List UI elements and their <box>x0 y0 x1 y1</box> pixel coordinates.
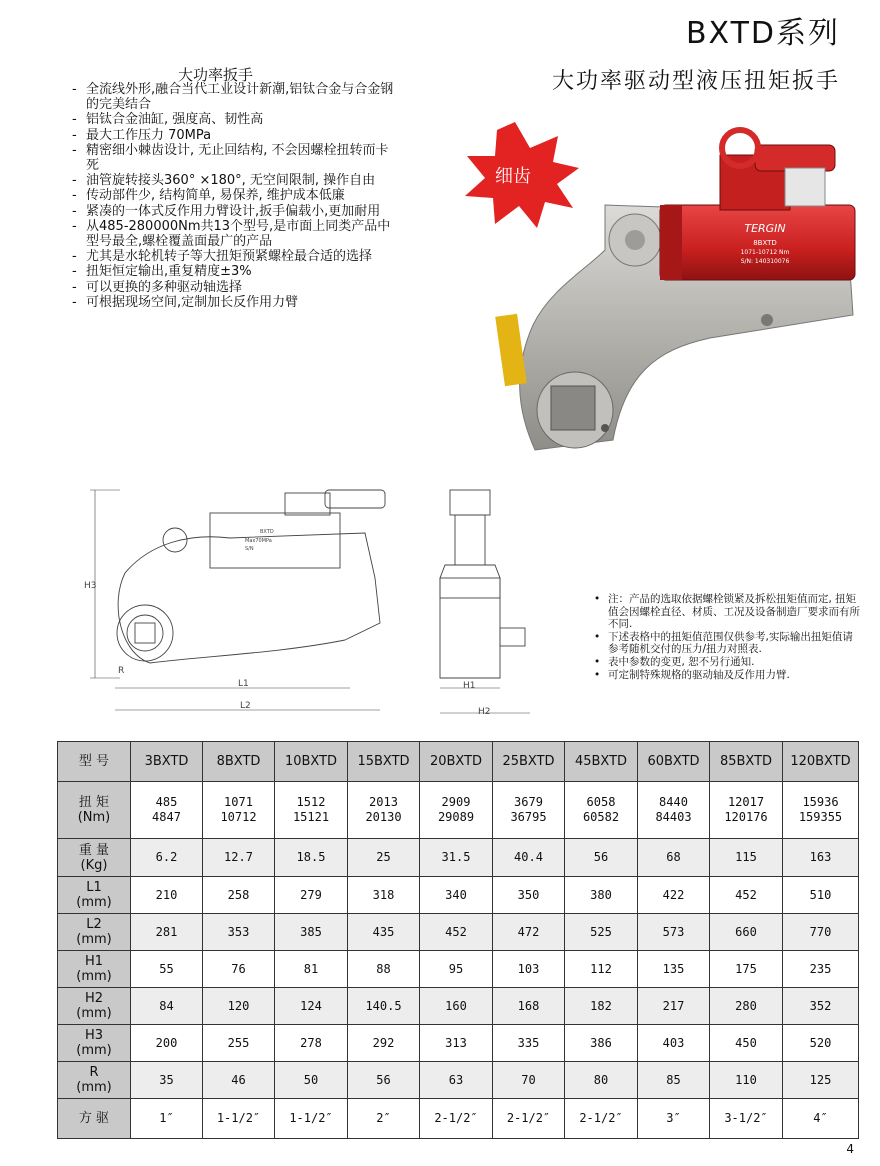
table-cell: 55 <box>131 951 203 988</box>
table-cell: 2013 20130 <box>348 782 420 839</box>
dimension-lines <box>90 490 380 710</box>
product-photo <box>455 110 875 470</box>
page-number: 4 <box>846 1142 854 1156</box>
model-cell: 120BXTD <box>783 742 859 782</box>
table-cell: 56 <box>348 1062 420 1099</box>
label-brand: TERGIN <box>744 222 786 235</box>
model-cell: 85BXTD <box>710 742 783 782</box>
table-cell: 63 <box>420 1062 493 1099</box>
header-label: 型 号 <box>58 742 131 782</box>
table-cell: 50 <box>275 1062 348 1099</box>
table-cell: 435 <box>348 914 420 951</box>
table-cell: 2-1/2″ <box>493 1099 565 1139</box>
table-cell: 292 <box>348 1025 420 1062</box>
table-cell: 386 <box>565 1025 638 1062</box>
feature-item: - 可以更换的多种驱动轴选择 <box>70 280 400 295</box>
table-cell: 163 <box>783 839 859 877</box>
note-item: • 表中参数的变更, 恕不另行通知. <box>590 656 860 669</box>
table-cell: 15936 159355 <box>783 782 859 839</box>
row-label: H3 (mm) <box>58 1025 131 1062</box>
label-range: 1071-10712 Nm <box>740 249 790 256</box>
table-cell: 175 <box>710 951 783 988</box>
dim-l2: L2 <box>240 701 251 711</box>
dim-r: R <box>118 666 125 676</box>
dimension-drawing <box>80 478 540 728</box>
table-cell: 56 <box>565 839 638 877</box>
table-cell: 525 <box>565 914 638 951</box>
table-cell: 422 <box>638 877 710 914</box>
drawing-label-model: BXTD <box>260 529 274 535</box>
table-cell: 120 <box>203 988 275 1025</box>
table-cell: 12017 120176 <box>710 782 783 839</box>
feature-item: - 扭矩恒定输出,重复精度±3% <box>70 264 400 279</box>
feature-item: - 最大工作压力 70MPa <box>70 128 400 143</box>
table-cell: 8440 84403 <box>638 782 710 839</box>
table-cell: 40.4 <box>493 839 565 877</box>
table-cell: 3679 36795 <box>493 782 565 839</box>
table-cell: 110 <box>710 1062 783 1099</box>
table-cell: 258 <box>203 877 275 914</box>
table-cell: 450 <box>710 1025 783 1062</box>
table-cell: 280 <box>710 988 783 1025</box>
badge-text: 细齿 <box>495 166 531 187</box>
table-cell: 1-1/2″ <box>275 1099 348 1139</box>
series-title: BXTD系列 <box>685 16 840 51</box>
table-cell: 2″ <box>348 1099 420 1139</box>
model-cell: 8BXTD <box>203 742 275 782</box>
table-cell: 81 <box>275 951 348 988</box>
table-row <box>58 1099 859 1139</box>
dim-h2: H2 <box>478 707 491 717</box>
table-cell: 200 <box>131 1025 203 1062</box>
dim-h3: H3 <box>84 581 97 591</box>
model-cell: 20BXTD <box>420 742 493 782</box>
feature-item: - 铝钛合金油缸, 强度高、韧性高 <box>70 112 400 127</box>
feature-item: - 从485-280000Nm共13个型号,是市面上同类产品中型号最全,螺栓覆盖面最广的产品 <box>70 219 400 249</box>
row-label: H1 (mm) <box>58 951 131 988</box>
table-row <box>58 1062 859 1099</box>
table-cell: 255 <box>203 1025 275 1062</box>
feature-item: - 紧凑的一体式反作用力臂设计,扳手偏载小,更加耐用 <box>70 204 400 219</box>
table-cell: 350 <box>493 877 565 914</box>
table-cell: 380 <box>565 877 638 914</box>
table-cell: 485 4847 <box>131 782 203 839</box>
note-item: • 注：产品的选取依据螺栓锁紧及拆松扭矩值而定, 扭矩值会因螺栓直径、材质、工况及设备制造厂要求而有所不同. <box>590 593 860 631</box>
table-cell: 217 <box>638 988 710 1025</box>
table-cell: 3-1/2″ <box>710 1099 783 1139</box>
table-cell: 1071 10712 <box>203 782 275 839</box>
feature-item: - 精密细小棘齿设计, 无止回结构, 不会因螺栓扭转而卡死 <box>70 143 400 173</box>
table-cell: 12.7 <box>203 839 275 877</box>
feature-item: - 传动部件少, 结构简单, 易保养, 维护成本低廉 <box>70 188 400 203</box>
dim-l1: L1 <box>238 679 249 689</box>
table-cell: 6058 60582 <box>565 782 638 839</box>
table-cell: 2-1/2″ <box>420 1099 493 1139</box>
table-cell: 770 <box>783 914 859 951</box>
table-cell: 125 <box>783 1062 859 1099</box>
notes-list <box>590 593 860 681</box>
table-row <box>58 951 859 988</box>
table-cell: 135 <box>638 951 710 988</box>
hydraulic-coupler <box>755 145 835 171</box>
table-cell: 403 <box>638 1025 710 1062</box>
table-cell: 70 <box>493 1062 565 1099</box>
table-cell: 510 <box>783 877 859 914</box>
table-cell: 2909 29089 <box>420 782 493 839</box>
table-row <box>58 782 859 839</box>
table-cell: 18.5 <box>275 839 348 877</box>
model-cell: 3BXTD <box>131 742 203 782</box>
row-label: 方 驱 <box>58 1099 131 1139</box>
table-row <box>58 914 859 951</box>
feature-item: - 尤其是水轮机转子等大扭矩预紧螺栓最合适的选择 <box>70 249 400 264</box>
table-cell: 95 <box>420 951 493 988</box>
table-cell: 335 <box>493 1025 565 1062</box>
features-title: 大功率扳手 <box>178 66 254 84</box>
table-cell: 80 <box>565 1062 638 1099</box>
table-cell: 103 <box>493 951 565 988</box>
table-cell: 573 <box>638 914 710 951</box>
model-cell: 60BXTD <box>638 742 710 782</box>
table-cell: 520 <box>783 1025 859 1062</box>
table-cell: 168 <box>493 988 565 1025</box>
note-item: • 下述表格中的扭矩值范围仅供参考,实际输出扭矩值请参考随机交付的压力/扭力对照表. <box>590 631 860 656</box>
feature-item: - 全流线外形,融合当代工业设计新潮,铝钛合金与合金钢的完美结合 <box>70 82 400 112</box>
table-cell: 1512 15121 <box>275 782 348 839</box>
table-cell: 160 <box>420 988 493 1025</box>
table-cell: 281 <box>131 914 203 951</box>
spec-table <box>57 741 859 1139</box>
table-cell: 318 <box>348 877 420 914</box>
table-cell: 1-1/2″ <box>203 1099 275 1139</box>
feature-item: - 可根据现场空间,定制加长反作用力臂 <box>70 295 400 310</box>
table-cell: 85 <box>638 1062 710 1099</box>
table-cell: 385 <box>275 914 348 951</box>
note-item: • 可定制特殊规格的驱动轴及反作用力臂. <box>590 669 860 682</box>
dim-h1: H1 <box>463 681 476 691</box>
table-cell: 6.2 <box>131 839 203 877</box>
model-cell: 25BXTD <box>493 742 565 782</box>
table-cell: 235 <box>783 951 859 988</box>
drawing-label-sn: S/N <box>245 546 254 552</box>
table-cell: 3″ <box>638 1099 710 1139</box>
table-row <box>58 1025 859 1062</box>
feature-list <box>70 82 400 310</box>
table-cell: 353 <box>203 914 275 951</box>
table-cell: 76 <box>203 951 275 988</box>
table-cell: 46 <box>203 1062 275 1099</box>
table-cell: 84 <box>131 988 203 1025</box>
model-cell: 10BXTD <box>275 742 348 782</box>
label-serial: S/N: 140310076 <box>740 258 790 265</box>
label-model: 8BXTD <box>753 239 777 247</box>
model-cell: 45BXTD <box>565 742 638 782</box>
row-label: L2 (mm) <box>58 914 131 951</box>
table-cell: 472 <box>493 914 565 951</box>
side-view <box>117 490 385 663</box>
table-cell: 31.5 <box>420 839 493 877</box>
table-cell: 210 <box>131 877 203 914</box>
table-cell: 112 <box>565 951 638 988</box>
table-cell: 452 <box>710 877 783 914</box>
table-cell: 352 <box>783 988 859 1025</box>
table-cell: 4″ <box>783 1099 859 1139</box>
table-cell: 25 <box>348 839 420 877</box>
row-label: 扭 矩 (Nm) <box>58 782 131 839</box>
table-cell: 1″ <box>131 1099 203 1139</box>
row-label: R (mm) <box>58 1062 131 1099</box>
table-row <box>58 988 859 1025</box>
table-cell: 340 <box>420 877 493 914</box>
table-cell: 35 <box>131 1062 203 1099</box>
table-cell: 660 <box>710 914 783 951</box>
table-cell: 124 <box>275 988 348 1025</box>
row-label: L1 (mm) <box>58 877 131 914</box>
table-header-row <box>58 742 859 782</box>
table-cell: 182 <box>565 988 638 1025</box>
table-row <box>58 839 859 877</box>
table-cell: 279 <box>275 877 348 914</box>
warning-label <box>495 314 527 386</box>
table-cell: 452 <box>420 914 493 951</box>
row-label: H2 (mm) <box>58 988 131 1025</box>
table-cell: 278 <box>275 1025 348 1062</box>
table-cell: 115 <box>710 839 783 877</box>
feature-item: - 油管旋转接头360° ×180°, 无空间限制, 操作自由 <box>70 173 400 188</box>
table-row <box>58 877 859 914</box>
table-cell: 68 <box>638 839 710 877</box>
page-subtitle: 大功率驱动型液压扭矩扳手 <box>551 69 840 94</box>
table-cell: 88 <box>348 951 420 988</box>
table-cell: 313 <box>420 1025 493 1062</box>
row-label: 重 量 (Kg) <box>58 839 131 877</box>
front-view <box>440 490 530 713</box>
drawing-label-max: Max70MPa <box>245 538 272 544</box>
square-drive <box>551 386 595 430</box>
model-cell: 15BXTD <box>348 742 420 782</box>
table-cell: 2-1/2″ <box>565 1099 638 1139</box>
table-cell: 140.5 <box>348 988 420 1025</box>
